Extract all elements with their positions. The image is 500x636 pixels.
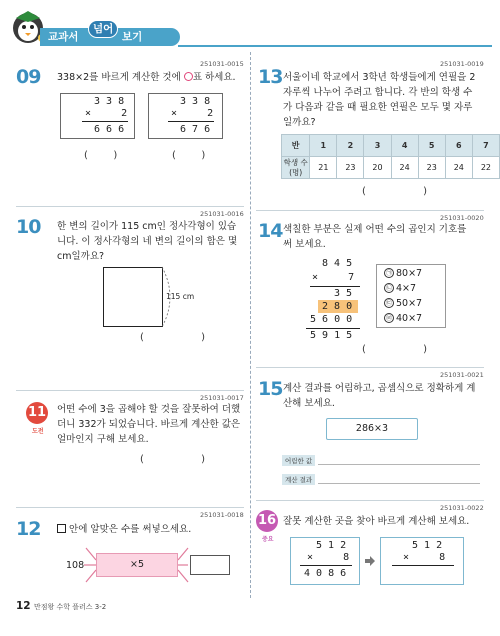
q13-count-4: 24: [391, 157, 418, 179]
q13-row-label: 학생 수(명): [282, 157, 310, 179]
q9-answer-right[interactable]: ( ): [172, 150, 206, 161]
q12-input-value: 108: [66, 560, 85, 571]
q14-option-2-mark: ㉡: [385, 285, 392, 292]
q10-side-label: 115 cm: [166, 292, 195, 301]
divider-q14: [256, 367, 484, 368]
q14-text: 색칠한 부분은 실제 어떤 수의 곱인지 기호를 써 보세요.: [283, 224, 467, 250]
q13-table: [281, 134, 500, 179]
q14-option-3-mark: ㉢: [385, 300, 392, 307]
q13-count-7: 22: [472, 157, 499, 179]
q15-code: 251031-0021: [440, 371, 484, 379]
divider-q9: [16, 206, 244, 207]
q16-right-r2: × 8: [403, 552, 446, 563]
q13-code: 251031-0019: [440, 60, 484, 68]
q16-right-line: [392, 565, 454, 566]
q12-code: 251031-0018: [200, 511, 244, 519]
q15-number: 15: [258, 378, 283, 400]
divider-q15: [256, 500, 484, 501]
q10-text: 한 변의 길이가 115 cm인 정사각형이 있습니다. 이 정사각형의 네 변의 길이의 합은 몇 cm일까요?: [57, 221, 238, 262]
page-header: [8, 8, 492, 46]
q16-left-r2: × 8: [307, 552, 350, 563]
q14-calc-r6: 5 9 1 5: [310, 330, 353, 341]
q16-text: 잘못 계산한 곳을 찾아 바르게 계산해 보세요.: [283, 516, 470, 527]
q13-number: 13: [258, 66, 283, 88]
q13-class-7: 7: [472, 135, 499, 157]
q14-option-4-mark: ㉣: [385, 315, 392, 322]
q13-class-5: 5: [418, 135, 445, 157]
q13-count-2: 23: [337, 157, 364, 179]
q13-class-6: 6: [445, 135, 472, 157]
header-title-part3: 보기: [122, 31, 143, 43]
q9-right-line: [168, 121, 214, 122]
q9-left-r1: 3 3 8: [94, 96, 125, 107]
q16-right-r1: 5 1 2: [412, 540, 443, 551]
q14-code: 251031-0020: [440, 214, 484, 222]
q9-text: [57, 70, 247, 85]
q12-answer-box[interactable]: [190, 555, 230, 575]
q13-count-3: 20: [364, 157, 391, 179]
q14-option-4-label: 40×7: [396, 313, 423, 324]
divider-q10: [16, 390, 244, 391]
q11-answer[interactable]: ( ): [140, 454, 206, 465]
q15-result-line[interactable]: [318, 483, 480, 484]
q14-option-2-label: 4×7: [396, 283, 417, 294]
q16-tag: 중요: [262, 536, 274, 543]
q13-text: 서울이네 학교에서 3학년 학생들에게 연필을 2자루씩 나누어 주려고 합니다. 각 반의 학생 수가 다음과 같을 때 필요한 연필은 모두 몇 자루일까요?: [283, 72, 476, 128]
q13-class-3: 3: [364, 135, 391, 157]
q13-answer[interactable]: ( ): [362, 186, 428, 197]
q14-calc-r1: 8 4 5: [322, 258, 353, 269]
divider-q11: [16, 507, 244, 508]
q9-text-pre: 338×2를 바르게 계산한 것에: [57, 72, 184, 83]
q12-number: 12: [16, 518, 41, 540]
q12-operation-box: ×5: [96, 553, 178, 577]
q15-estimate-line[interactable]: [318, 464, 480, 465]
q9-text-post: 표 하세요.: [192, 72, 236, 83]
q13-head-label: 반: [282, 135, 310, 157]
q16-code: 251031-0022: [440, 504, 484, 512]
q13-class-2: 2: [337, 135, 364, 157]
q15-label-result: 계산 결과: [282, 474, 315, 485]
q14-calc-r2: × 7: [312, 272, 355, 283]
q13-class-4: 4: [391, 135, 418, 157]
circle-icon: [184, 72, 193, 81]
page-number: 12: [16, 600, 31, 612]
q11-code: 251031-0017: [200, 394, 244, 402]
q14-option-1[interactable]: [384, 268, 422, 279]
q9-left-r2: × 2: [85, 108, 128, 119]
q9-left-r3: 6 6 6: [94, 124, 125, 135]
q14-option-3-label: 50×7: [396, 298, 423, 309]
q9-right-r3: 6 7 6: [180, 124, 211, 135]
q9-left-line: [82, 121, 128, 122]
q14-line-2: [306, 328, 360, 329]
q10-square: [103, 267, 163, 327]
arrow-right-icon: [364, 555, 376, 567]
q15-text: 계산 결과를 어림하고, 곱셈식으로 정확하게 계산해 보세요.: [283, 383, 476, 409]
q14-option-1-label: 80×7: [396, 268, 423, 279]
q12-text-post: 안에 알맞은 수를 써넣으세요.: [66, 524, 192, 535]
q11-tag: 도전: [32, 428, 44, 435]
book-title: 만점왕 수학 플러스 3-2: [34, 603, 107, 611]
q14-option-4[interactable]: [384, 313, 422, 324]
q13-count-5: 23: [418, 157, 445, 179]
q10-number: 10: [16, 216, 41, 238]
q16-left-r3: 4 0 8 6: [304, 568, 347, 579]
q12-text: [57, 522, 247, 537]
q14-option-1-mark: ㉠: [385, 270, 392, 277]
q14-calc-r3: 3 5: [334, 288, 353, 299]
divider-q13: [256, 210, 484, 211]
q14-number: 14: [258, 220, 283, 242]
q16-number: 16: [256, 510, 278, 532]
q10-answer[interactable]: ( ): [140, 332, 206, 343]
q9-code: 251031-0015: [200, 60, 244, 68]
q9-right-r1: 3 3 8: [180, 96, 211, 107]
q15-expression: 286×3: [326, 418, 418, 440]
blank-box-icon: [57, 524, 66, 533]
q15-label-estimate: 어림한 값: [282, 455, 315, 466]
q14-calc-r4: 2 8 0: [322, 301, 353, 312]
header-rule: [178, 45, 492, 47]
q10-code: 251031-0016: [200, 210, 244, 218]
column-divider: [250, 52, 251, 598]
header-title-part2: 넘어: [93, 23, 114, 35]
q16-left-r1: 5 1 2: [316, 540, 347, 551]
q14-option-2[interactable]: [384, 283, 416, 294]
q14-answer[interactable]: ( ): [362, 344, 428, 355]
q9-number: 09: [16, 66, 41, 88]
q11-text: 어떤 수에 3을 곱해야 할 것을 잘못하여 더했더니 332가 되었습니다. 바르게 계산한 값은 얼마인지 구해 보세요.: [57, 404, 241, 445]
q9-answer-left[interactable]: ( ): [84, 150, 118, 161]
q14-calc-r5: 5 6 0 0: [310, 314, 353, 325]
header-title-part1: 교과서: [48, 31, 79, 43]
q16-left-line: [300, 565, 352, 566]
q14-line-1: [310, 286, 360, 287]
q13-class-1: 1: [310, 135, 337, 157]
q14-option-3[interactable]: [384, 298, 422, 309]
q9-right-r2: × 2: [171, 108, 214, 119]
q11-number: 11: [26, 402, 48, 424]
q13-count-1: 21: [310, 157, 337, 179]
q13-count-6: 24: [445, 157, 472, 179]
